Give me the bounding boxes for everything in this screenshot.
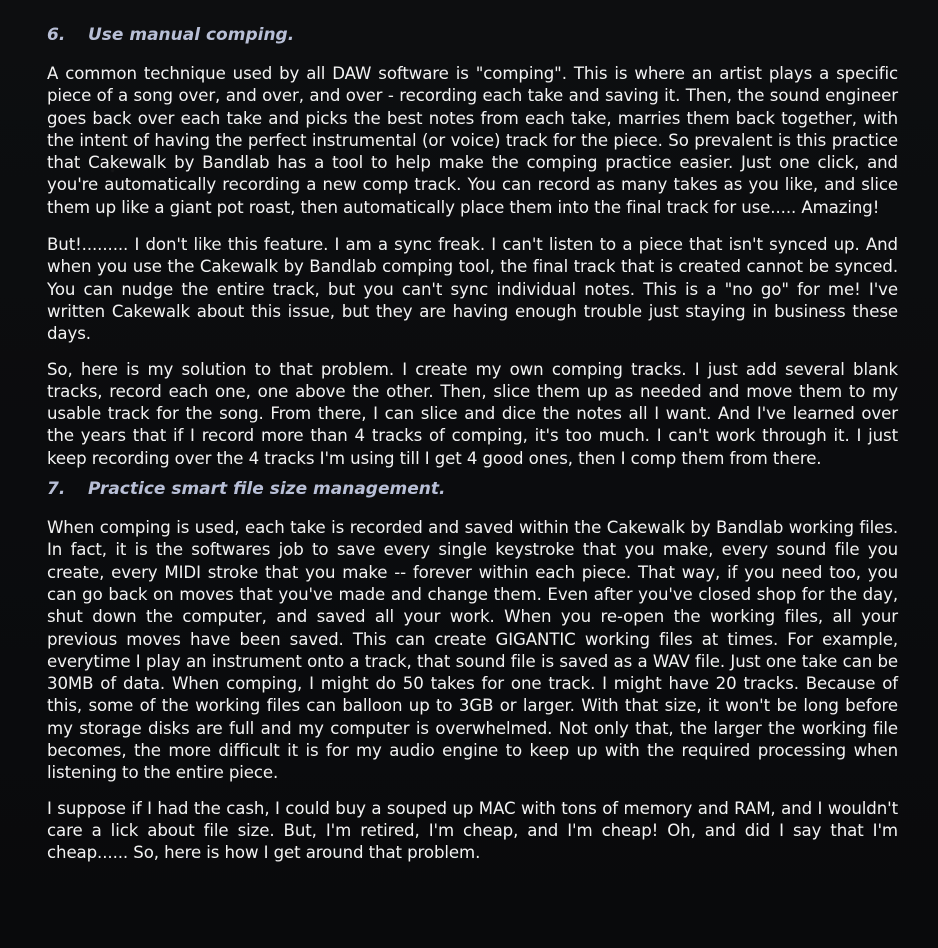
- section-7-paragraph-1: When comping is used, each take is recorded and saved within the Cakewalk by Bandlab working files. In fact, it is the softwares job to save every single keystroke that you make, every sound file you create, every MIDI stroke that you make -- forever within each piece. That way, if you need too, you can go back on moves that you've made and change them. Even after you've closed shop for the day, shut down the computer, and saved all your work. When you re-open the working files, all your previous moves have been saved. This can create GIGANTIC working files at times. For example, everytime I play an instrument onto a track, that sound file is saved as a WAV file. Just one take can be 30MB of data. When comping, I might do 50 takes for one track. I might have 20 tracks. Because of this, some of the working files can balloon up to 3GB or larger. With that size, it won't be long before my storage disks are full and my computer is overwhelmed. Not only that, the larger the working file becomes, the more difficult it is for my audio engine to keep up with the required processing when listening to the entire piece.: [47, 518, 898, 783]
- section-6-paragraph-3: So, here is my solution to that problem. I create my own comping tracks. I just add several blank tracks, record each one, one above the other. Then, slice them up as needed and move them to my usable track for the song. From there, I can slice and dice the notes all I want. And I've learned over the years that if I record more than 4 tracks of comping, it's too much. I can't work through it. I just keep recording over the 4 tracks I'm using till I get 4 good ones, then I comp them from there.: [47, 359, 898, 468]
- section-6-paragraph-2: But!......... I don't like this feature. I am a sync freak. I can't listen to a piece that isn't synced up. And when you use the Cakewalk by Bandlab comping tool, the final track that is created cannot be synced. You can nudge the entire track, but you can't sync individual notes. This is a "no go" for me! I've written Cakewalk about this issue, but they are having enough trouble just staying in business these days.: [47, 235, 898, 344]
- section-6-heading: [47, 22, 898, 48]
- section-7-paragraph-2: I suppose if I had the cash, I could buy a souped up MAC with tons of memory and RAM, and I wouldn't care a lick about file size. But, I'm retired, I'm cheap, and I'm cheap! Oh, and did I say that I'm cheap...... So, here is how I get around that problem.: [47, 798, 898, 863]
- section-6-number: 6.: [47, 25, 66, 45]
- section-7-heading: [47, 476, 898, 502]
- section-6-title: Use manual comping.: [88, 25, 295, 45]
- section-6-paragraph-1: A common technique used by all DAW software is "comping". This is where an artist plays a specific piece of a song over, and over, and over - recording each take and saving it. Then, the sound engineer goes back over each take and picks the best notes from each take, marries them back together, with the intent of having the perfect instrumental (or voice) track for the piece. So prevalent is this practice that Cakewalk by Bandlab has a tool to help make the comping practice easier. Just one click, and you're automatically recording a new comp track. You can record as many takes as you like, and slice them up like a giant pot roast, then automatically place them into the final track for use..... Amazing!: [47, 64, 898, 217]
- section-7-number: 7.: [47, 479, 66, 500]
- section-7-title: Practice smart file size management.: [88, 479, 446, 500]
